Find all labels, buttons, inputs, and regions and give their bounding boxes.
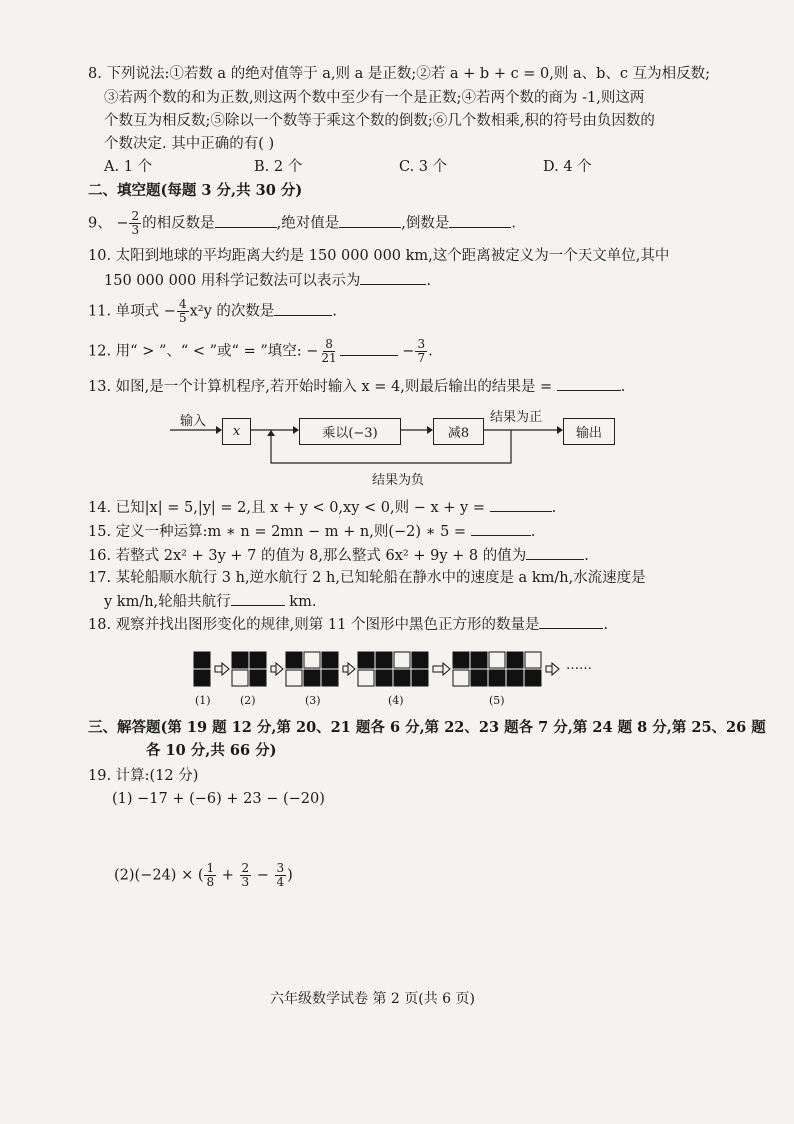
q14-end: .: [551, 500, 557, 516]
q10-line1: 10. 太阳到地球的平均距离大约是 150 000 000 km,这个距离被定义为一个天文单位,其中: [88, 248, 670, 264]
q19-f2-den: 3: [241, 875, 250, 889]
q11-end: .: [332, 303, 337, 320]
q11-num: 4: [178, 297, 187, 311]
q9-prefix: 9、 −: [88, 215, 129, 232]
q19-frac3: [275, 862, 287, 889]
q18-blank: [539, 614, 603, 629]
pattern-square: [358, 652, 374, 668]
q19-frac2: [240, 862, 252, 889]
pattern-arrow-icon: [271, 663, 283, 675]
q12-den1: 21: [321, 351, 337, 365]
q9-text2: ,绝对值是: [276, 215, 340, 232]
pattern-square: [250, 652, 266, 668]
q8-line2: ③若两个数的和为正数,则这两个数中至少有一个是正数;④若两个数的商为 -1,则这两: [104, 90, 645, 106]
q17-line1: 17. 某轮船顺水航行 3 h,逆水航行 2 h,已知轮船在静水中的速度是 a km/h,水流速度是: [88, 570, 646, 586]
q17-line2: [104, 591, 316, 612]
pattern-arrow-icon: [343, 663, 355, 675]
q9-num: 2: [131, 209, 140, 223]
pattern-square: [304, 652, 320, 668]
q18: [88, 614, 608, 635]
flow-input-label: 输入: [180, 414, 207, 429]
pattern-arrow-icon: [433, 663, 450, 675]
pattern-square: [489, 670, 505, 686]
pattern-square: [453, 670, 469, 686]
section2-title: 二、填空题(每题 3 分,共 30 分): [88, 182, 303, 199]
q19-f3-den: 4: [276, 875, 285, 889]
pattern-square: [194, 652, 210, 668]
flow-subtract-box: 减8: [433, 418, 484, 445]
q18-pattern-figure: [0, 640, 794, 690]
q8-line3: 个数互为相反数;⑤除以一个数等于乘这个数的倒数;⑥几个数相乘,积的符号由负因数的: [104, 113, 655, 129]
pattern-square: [232, 670, 248, 686]
page-footer: 六年级数学试卷 第 2 页(共 6 页): [270, 991, 475, 1007]
section3-line1: 三、解答题(第 19 题 12 分,第 20、21 题各 6 分,第 22、23 题各 7 分,第 24 题 8 分,第 25、26 题: [88, 719, 766, 736]
pattern-square: [412, 652, 428, 668]
pattern-square: [358, 670, 374, 686]
q18-label-3: (3): [305, 694, 321, 707]
q8-option-b: B. 2 个: [254, 159, 303, 175]
pattern-square: [322, 670, 338, 686]
q8-option-a: A. 1 个: [104, 159, 153, 175]
pattern-square: [286, 652, 302, 668]
q9-text3: ,倒数是: [401, 215, 450, 232]
q11-expr: x²y 的次数是: [189, 303, 275, 320]
q19-part2: (2)(−24) × ( $\frac{1}{8}$ + $\frac{2}{3}$ − $\frac{3}{4}$ ): [114, 861, 293, 889]
q17-line2-text: y km/h,轮船共航行: [104, 594, 231, 610]
pattern-arrow-icon: [215, 663, 229, 675]
q14-text: 14. 已知|x| = 5,|y| = 2,且 x + y < 0,xy < 0,则 − x + y =: [88, 500, 485, 516]
pattern-square: [507, 652, 523, 668]
q16-text: 16. 若整式 2x² + 3y + 7 的值为 8,那么整式 6x² + 9y + 8 的值为: [88, 548, 527, 564]
pattern-square: [194, 670, 210, 686]
pattern-square: [322, 652, 338, 668]
q12-num2: 3: [417, 337, 426, 351]
pattern-square: [394, 652, 410, 668]
pattern-square: [489, 652, 505, 668]
q8-line4: 个数决定. 其中正确的有( ): [104, 136, 275, 152]
flow-x-box: x: [222, 418, 251, 445]
q16-end: .: [584, 548, 589, 564]
q18-label-2: (2): [240, 694, 256, 707]
q10-line2-text: 150 000 000 用科学记数法可以表示为: [104, 273, 361, 289]
q9-den: 3: [131, 223, 140, 237]
q19-f1-den: 8: [206, 875, 215, 889]
q9-text1: 的相反数是: [142, 215, 215, 232]
q18-label-4: (4): [388, 694, 404, 707]
pattern-square: [471, 652, 487, 668]
q18-label-5: (5): [489, 694, 505, 707]
q11-prefix: 11. 单项式 −: [88, 303, 176, 320]
pattern-square: [471, 670, 487, 686]
q16: [88, 545, 589, 566]
pattern-square: [304, 670, 320, 686]
flow-output-box: 输出: [563, 418, 615, 445]
q11-den: 5: [178, 311, 187, 325]
q9-end: .: [511, 215, 516, 232]
q19-f2-num: 2: [241, 861, 250, 875]
pattern-square: [376, 652, 392, 668]
q18-ellipsis: ……: [566, 658, 592, 673]
q12-end: .: [428, 343, 433, 360]
q17-blank: [231, 591, 285, 606]
q12-prefix: 12. 用“ > ”、“ < ”或“ = ”填空: −: [88, 343, 319, 360]
q12-den2: 7: [417, 351, 426, 365]
q18-text: 18. 观察并找出图形变化的规律,则第 11 个图形中黑色正方形的数量是: [88, 617, 540, 633]
pattern-square: [507, 670, 523, 686]
pattern-square: [286, 670, 302, 686]
q13-text-body: 13. 如图,是一个计算机程序,若开始时输入 x = 4,则最后输出的结果是 =: [88, 379, 553, 395]
q14: [88, 497, 556, 518]
q16-blank: [526, 545, 584, 560]
q19-part2-end: ): [287, 867, 293, 884]
flow-negative-label: 结果为负: [372, 473, 425, 488]
pattern-square: [453, 652, 469, 668]
pattern-square: [394, 670, 410, 686]
q15: [88, 521, 535, 542]
section3-line2: 各 10 分,共 66 分): [146, 742, 277, 759]
q12-num1: 8: [325, 337, 333, 351]
q18-label-1: (1): [195, 694, 211, 707]
q14-blank: [490, 497, 552, 512]
pattern-square: [525, 670, 541, 686]
q19-part1: (1) −17 + (−6) + 23 − (−20): [112, 791, 325, 807]
q13-end: .: [620, 379, 626, 395]
q19-f1-num: 1: [206, 861, 215, 875]
pattern-arrow-icon: [546, 663, 559, 675]
q19-f3-num: 3: [276, 861, 285, 875]
q17-unit: km.: [289, 594, 317, 610]
pattern-square: [232, 652, 248, 668]
pattern-square: [250, 670, 266, 686]
q8-option-d: D. 4 个: [543, 159, 592, 175]
flow-multiply-box: 乘以(−3): [299, 418, 401, 445]
q12-minus: −: [402, 343, 415, 360]
flow-positive-label: 结果为正: [490, 410, 543, 425]
q19-title: 19. 计算:(12 分): [88, 768, 199, 784]
pattern-square: [376, 670, 392, 686]
q19-part2-prefix: (2)(−24) × (: [114, 867, 204, 884]
q10-end: .: [426, 273, 431, 289]
q15-blank: [471, 521, 531, 536]
pattern-square: [525, 652, 541, 668]
q8-line1: 8. 下列说法:①若数 a 的绝对值等于 a,则 a 是正数;②若 a + b + c = 0,则 a、b、c 互为相反数;: [88, 66, 711, 82]
q19-frac1: [204, 862, 216, 889]
pattern-square: [412, 670, 428, 686]
q18-end: .: [603, 617, 609, 633]
q8-option-c: C. 3 个: [399, 159, 448, 175]
q15-end: .: [530, 524, 536, 540]
q15-text: 15. 定义一种运算:m ∗ n = 2mn − m + n,则(−2) ∗ 5 =: [88, 524, 467, 540]
